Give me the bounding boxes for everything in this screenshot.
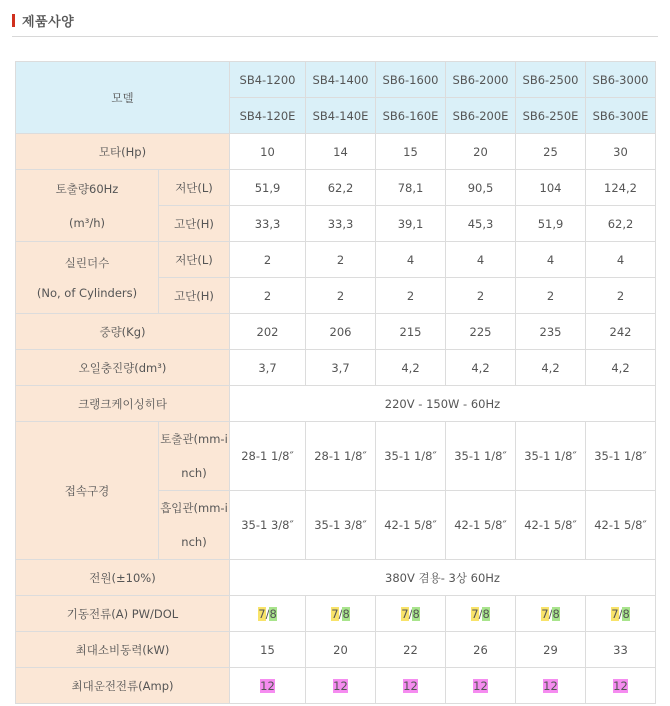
power-row (16, 560, 656, 596)
conn-discharge-row (16, 422, 656, 491)
output-high-value: 51,9 (516, 206, 586, 242)
model-cell: SB6-1600 (376, 62, 446, 98)
power-value: 380V 겸용- 3상 60Hz (230, 560, 656, 596)
oil-value: 4,2 (446, 350, 516, 386)
max-power-value: 22 (376, 632, 446, 668)
output-low-label: 저단(L) (159, 170, 230, 206)
output-low-value: 90,5 (446, 170, 516, 206)
heater-value: 220V - 150W - 60Hz (230, 386, 656, 422)
start-current-part2: 8 (412, 606, 420, 621)
conn-suction-value: 35-1 3/8″ (230, 491, 306, 560)
max-current-value (446, 668, 516, 704)
model-header: 모델 (16, 62, 230, 134)
max-power-label: 최대소비동력(kW) (16, 632, 230, 668)
motor-row (16, 134, 656, 170)
max-current-label: 최대운전전류(Amp) (16, 668, 230, 704)
output-high-value: 45,3 (446, 206, 516, 242)
max-current-value (586, 668, 656, 704)
cylinders-label (16, 242, 159, 314)
motor-value: 25 (516, 134, 586, 170)
cylinders-label-sub: (No, of Cylinders) (36, 285, 138, 300)
cylinders-high-value: 2 (306, 278, 376, 314)
model-row-a (16, 62, 656, 98)
motor-value: 10 (230, 134, 306, 170)
model-cell: SB6-2500 (516, 62, 586, 98)
weight-value: 235 (516, 314, 586, 350)
weight-value: 215 (376, 314, 446, 350)
cylinders-high-value: 2 (376, 278, 446, 314)
oil-label: 오일충진량(dm³) (16, 350, 230, 386)
conn-suction-value: 42-1 5/8″ (446, 491, 516, 560)
output-low-row (16, 170, 656, 206)
start-current-part2: 8 (622, 606, 630, 621)
cylinders-high-label: 고단(H) (159, 278, 230, 314)
max-current-text: 12 (333, 678, 348, 693)
output-label (16, 170, 159, 242)
conn-suction-value: 35-1 3/8″ (306, 491, 376, 560)
conn-discharge-value: 28-1 1/8″ (230, 422, 306, 491)
start-current-part1: 7 (401, 606, 409, 621)
start-current-part1: 7 (611, 606, 619, 621)
start-current-part2: 8 (482, 606, 490, 621)
motor-value: 14 (306, 134, 376, 170)
start-current-label: 기동전류(A) PW/DOL (16, 596, 230, 632)
max-power-row (16, 632, 656, 668)
cylinders-high-value: 2 (446, 278, 516, 314)
start-current-value (230, 596, 306, 632)
start-current-part2: 8 (269, 606, 277, 621)
start-current-sep: / (265, 606, 270, 621)
start-current-sep: / (618, 606, 623, 621)
motor-value: 30 (586, 134, 656, 170)
max-power-value: 29 (516, 632, 586, 668)
section-heading (12, 10, 74, 30)
start-current-value (376, 596, 446, 632)
motor-value: 20 (446, 134, 516, 170)
oil-row (16, 350, 656, 386)
output-low-value: 104 (516, 170, 586, 206)
max-current-value (376, 668, 446, 704)
conn-discharge-value: 28-1 1/8″ (306, 422, 376, 491)
cylinders-low-value: 4 (446, 242, 516, 278)
conn-suction-value: 42-1 5/8″ (376, 491, 446, 560)
max-current-text: 12 (473, 678, 488, 693)
conn-discharge-value: 35-1 1/8″ (376, 422, 446, 491)
weight-row (16, 314, 656, 350)
model-cell: SB6-2000 (446, 62, 516, 98)
output-high-value: 39,1 (376, 206, 446, 242)
start-current-sep: / (548, 606, 553, 621)
conn-discharge-value: 35-1 1/8″ (516, 422, 586, 491)
section-title: 제품사양 (22, 14, 75, 30)
start-current-value (446, 596, 516, 632)
output-low-value: 78,1 (376, 170, 446, 206)
weight-value: 225 (446, 314, 516, 350)
start-current-value (586, 596, 656, 632)
power-label: 전원(±10%) (16, 560, 230, 596)
cylinders-low-value: 4 (376, 242, 446, 278)
max-power-value: 15 (230, 632, 306, 668)
max-power-value: 26 (446, 632, 516, 668)
max-power-value: 33 (586, 632, 656, 668)
spec-table (15, 61, 656, 704)
cylinders-label-main: 실린더수 (64, 255, 110, 270)
model-cell: SB6-3000 (586, 62, 656, 98)
cylinders-low-label: 저단(L) (159, 242, 230, 278)
max-current-text: 12 (260, 678, 275, 693)
weight-value: 206 (306, 314, 376, 350)
start-current-sep: / (478, 606, 483, 621)
model-cell: SB4-1400 (306, 62, 376, 98)
start-current-sep: / (338, 606, 343, 621)
start-current-value (306, 596, 376, 632)
output-low-value: 51,9 (230, 170, 306, 206)
cylinders-high-value: 2 (586, 278, 656, 314)
output-high-label: 고단(H) (159, 206, 230, 242)
conn-discharge-label: 토출관(mm-inch) (159, 422, 230, 491)
cylinders-low-value: 2 (306, 242, 376, 278)
conn-suction-label: 흡입관(mm-inch) (159, 491, 230, 560)
start-current-value (516, 596, 586, 632)
cylinders-low-value: 2 (230, 242, 306, 278)
conn-label: 접속구경 (16, 422, 159, 560)
start-current-part1: 7 (541, 606, 549, 621)
max-current-text: 12 (403, 678, 418, 693)
start-current-part2: 8 (342, 606, 350, 621)
start-current-part2: 8 (552, 606, 560, 621)
model-cell: SB6-300E (586, 98, 656, 134)
output-low-value: 62,2 (306, 170, 376, 206)
conn-suction-value: 42-1 5/8″ (586, 491, 656, 560)
conn-discharge-value: 35-1 1/8″ (446, 422, 516, 491)
heater-row (16, 386, 656, 422)
max-current-text: 12 (613, 678, 628, 693)
conn-suction-value: 42-1 5/8″ (516, 491, 586, 560)
start-current-part1: 7 (258, 606, 266, 621)
oil-value: 4,2 (586, 350, 656, 386)
weight-value: 242 (586, 314, 656, 350)
max-power-value: 20 (306, 632, 376, 668)
oil-value: 4,2 (376, 350, 446, 386)
cylinders-low-row (16, 242, 656, 278)
start-current-sep: / (408, 606, 413, 621)
start-current-part1: 7 (471, 606, 479, 621)
cylinders-high-value: 2 (516, 278, 586, 314)
output-low-value: 124,2 (586, 170, 656, 206)
start-current-part1: 7 (331, 606, 339, 621)
motor-value: 15 (376, 134, 446, 170)
max-current-row (16, 668, 656, 704)
model-cell: SB4-140E (306, 98, 376, 134)
cylinders-high-value: 2 (230, 278, 306, 314)
heading-marker (12, 14, 15, 27)
model-cell: SB6-160E (376, 98, 446, 134)
output-high-value: 62,2 (586, 206, 656, 242)
weight-value: 202 (230, 314, 306, 350)
heater-label: 크랭크케이싱히타 (16, 386, 230, 422)
model-cell: SB4-120E (230, 98, 306, 134)
model-cell: SB6-200E (446, 98, 516, 134)
conn-discharge-value: 35-1 1/8″ (586, 422, 656, 491)
weight-label: 중량(Kg) (16, 314, 230, 350)
max-current-text: 12 (543, 678, 558, 693)
output-label-unit: (m³/h) (69, 215, 105, 230)
motor-label: 모타(Hp) (16, 134, 230, 170)
output-high-value: 33,3 (230, 206, 306, 242)
output-label-main: 토출량60Hz (55, 181, 119, 196)
oil-value: 4,2 (516, 350, 586, 386)
start-current-row (16, 596, 656, 632)
oil-value: 3,7 (306, 350, 376, 386)
max-current-value (230, 668, 306, 704)
heading-divider (12, 36, 658, 37)
oil-value: 3,7 (230, 350, 306, 386)
max-current-value (306, 668, 376, 704)
output-high-value: 33,3 (306, 206, 376, 242)
model-cell: SB6-250E (516, 98, 586, 134)
model-cell: SB4-1200 (230, 62, 306, 98)
cylinders-low-value: 4 (586, 242, 656, 278)
cylinders-low-value: 4 (516, 242, 586, 278)
max-current-value (516, 668, 586, 704)
